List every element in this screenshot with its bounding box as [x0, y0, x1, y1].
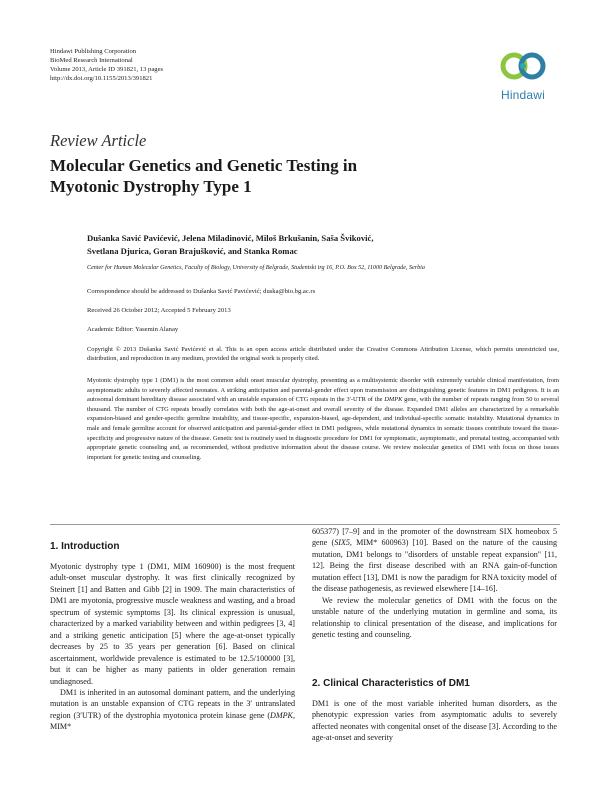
- academic-editor: Academic Editor: Yasemin Alanay: [87, 326, 179, 333]
- affiliation: Center for Human Molecular Genetics, Faculty of Biology, University of Belgrade, Studentski trg 16, P.O. Box 52, 11000 Belgrade, Serbia: [87, 265, 425, 271]
- clinical-column: [312, 698, 557, 744]
- right-paragraph-2: We review the molecular genetics of DM1 with the focus on the unstable nature of the underlying mutation in germline and soma, its relationship to clinical presentation of the disease, and implications for genetic testing and counseling.: [312, 595, 557, 640]
- intro-paragraph-1: Myotonic dystrophy type 1 (DM1, MIM 160900) is the most frequent adult-onset muscular dystrophy. It was first clinically recognized by Steinert [1] and Batten and Gibb [2] in 1909. The main characteristics of DM1 are myotonia, progressive muscle weakness and wasting, and a broad spectrum of systemic symptoms [3]. Its clinical expression is unusual, characterized by a marked variability between and within pedigrees [3, 4] and a striking genetic anticipation [5] where the age-at-onset typically decreases by 25 to 35 years per generation [6]. Based on clinical ascertainment, worldwide prevalence is estimated to be 12.5/100000 [3], but it can be higher as many patients in older generation remain undiagnosed.: [50, 562, 295, 686]
- section-heading-clinical: 2. Clinical Characteristics of DM1: [312, 678, 470, 689]
- clinical-paragraph-1: DM1 is one of the most variable inherited human disorders, as the phenotypic expression varies from asymptomatic adults to severely affected neonates with congenital onset of the disease [3]. According to the age-at-onset and severity: [312, 699, 557, 743]
- right-column: [312, 526, 557, 641]
- author-list: [87, 232, 557, 259]
- intro-paragraph-2: [50, 687, 295, 733]
- hindawi-logo-icon: [490, 44, 556, 88]
- right-p1-text-a: 605377) [7–9] and in the promoter of the downstream SIX homeobox 5 gene (: [312, 527, 557, 548]
- paper-title: [50, 155, 530, 197]
- intro-p2-text-a: DM1 is inherited in an autosomal dominant pattern, and the underlying mutation is an unstable expansion of CTG repeats in the 3′ untranslated region (3′UTR) of the dystrophia myotonica protein kinase gene (: [50, 687, 295, 720]
- volume-info: Volume 2013, Article ID 391821, 13 pages: [50, 66, 164, 73]
- abstract-text-2: gene, with the number of repeats ranging from 50 to several thousand. The number of CTG repeats broadly correlates with both the age-at-onset and overall severity of the disease. Expanded DM1 alleles are characterized by a remarkable expansion-biased and gender-specific germline instability, and tissue-specific, expansion-biased, age-dependent, and individual-specific somatic instability. Mutational dynamics in male and female germline account for observed anticipation and parental-gender effect in DM1 pedigrees, while mutational dynamics in somatic tissues contribute toward the tissue-specificity and progressive nature of the disease. Genetic test is routinely used in diagnostic procedure for DM1 for symptomatic, asymptomatic, and prenatal testing, accompanied with appropriate genetic counseling and, as recommended, without predictive information about the disease course. We review molecular genetics of DM1 with focus on those issues important for genetic testing and counseling.: [87, 396, 559, 461]
- received-dates: Received 26 October 2012; Accepted 5 February 2013: [87, 307, 231, 314]
- left-column: [50, 561, 295, 733]
- journal-name: BioMed Research International: [50, 57, 133, 64]
- logo-wordmark: Hindawi: [500, 88, 546, 102]
- section-divider: [50, 524, 560, 525]
- intro-p2-gene: DMPK: [270, 710, 293, 720]
- right-p1-text-b: , MIM* 600963) [10]. Based on the nature of the causing mutation, DM1 belongs to "disorders of unstable repeat expansion" [11, 12]. Being the first disease described with an RNA gain-of-function mutation effect [13], DM1 is now the paradigm for RNA toxicity model of the disease pathogenesis, as reviewed elsewhere [14–16].: [312, 538, 557, 594]
- title-line-1: Molecular Genetics and Genetic Testing in: [50, 156, 358, 175]
- title-line-2: Myotonic Dystrophy Type 1: [50, 177, 252, 196]
- authors-line-2: Svetlana Djurica, Goran Brajušković, and Stanka Romac: [87, 246, 298, 257]
- copyright-notice: Copyright © 2013 Dušanka Savić Pavićević et al. This is an open access article distributed under the Creative Commons Attribution License, which permits unrestricted use, distribution, and reproduction in any medium, provided the original work is properly cited.: [87, 346, 559, 363]
- hindawi-logo: [490, 44, 556, 106]
- intro-p2-text-b: , MIM*: [50, 710, 295, 732]
- right-paragraph-1: [312, 526, 557, 595]
- doi-link[interactable]: http://dx.doi.org/10.1155/2013/391821: [50, 75, 153, 82]
- article-type: Review Article: [50, 131, 147, 150]
- authors-line-1: Dušanka Savić Pavićević, Jelena Miladinović, Miloš Brkušanin, Saša Šviković,: [87, 233, 374, 243]
- section-heading-introduction: 1. Introduction: [50, 541, 120, 552]
- correspondence: Correspondence should be addressed to Dušanka Savić Pavićević; duska@bio.bg.ac.rs: [87, 288, 316, 295]
- abstract-text-1: Myotonic dystrophy type 1 (DM1) is the most common adult onset muscular dystrophy, presenting as a multisystemic disorder with extremely variable clinical manifestation, from asymptomatic adults to severely affected neonates. A striking anticipation and parental-gender effect upon transmission are distinguishing genetic features in DM1 pedigrees. It is an autosomal dominant hereditary disease associated with an unstable expansion of CTG repeats in the 3′-UTR of the: [87, 377, 559, 404]
- abstract-gene: DMPK: [384, 396, 403, 404]
- right-p1-gene: SIX5: [334, 538, 350, 548]
- journal-header: [50, 47, 163, 83]
- abstract: [87, 376, 559, 462]
- publisher-name: Hindawi Publishing Corporation: [50, 48, 137, 55]
